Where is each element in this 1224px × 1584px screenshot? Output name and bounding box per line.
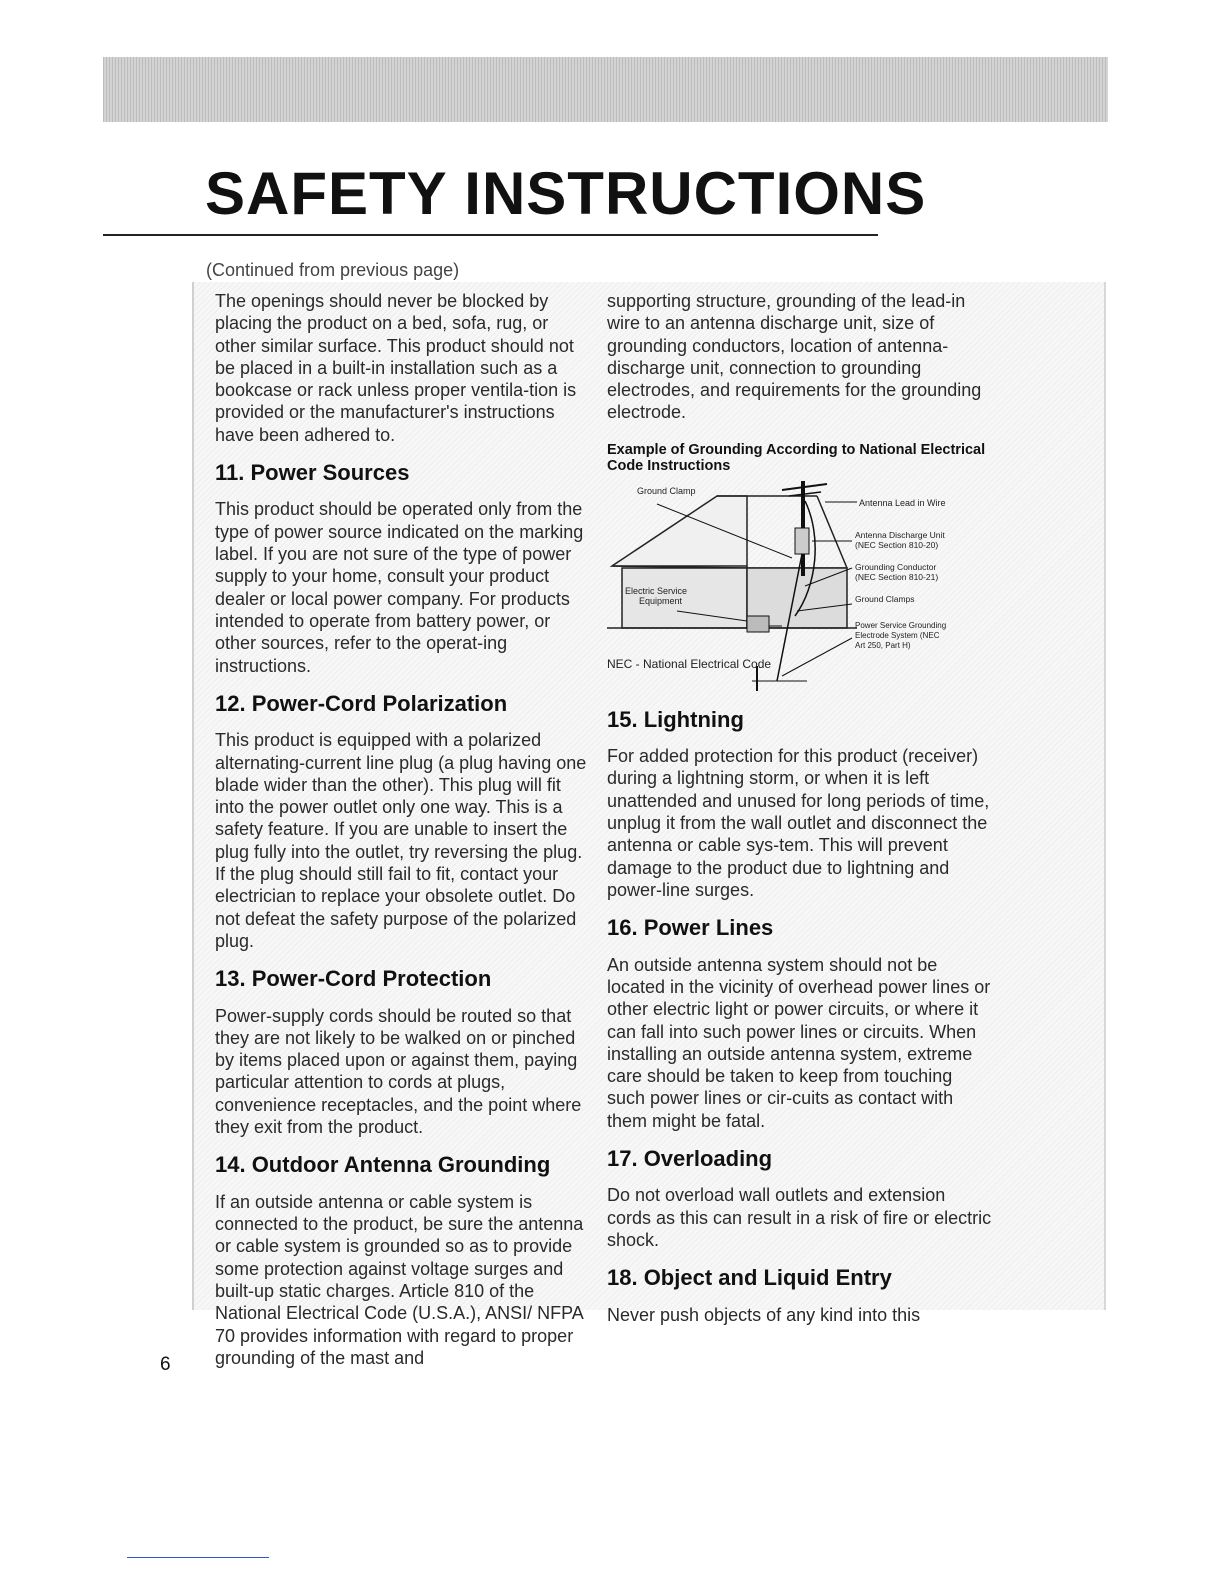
section-16-text: An outside antenna system should not be located in the vicinity of overhead power lines or other electric light or power circuits, or where it can fall into such power lines or circuits. When installing an outside antenna system, extreme care should be taken to keep from touching such power lines or cir-cuits as contact with them might be fatal.: [607, 954, 991, 1131]
section-17-text: Do not overload wall outlets and extension cords as this can result in a risk of fire or electric shock.: [607, 1185, 992, 1250]
continuation-paragraph: supporting structure, grounding of the lead-in wire to an antenna discharge unit, size of grounding conductors, location of antenna-discharge unit, connection to grounding electrodes, and requirements for the grounding electrode.: [607, 291, 982, 423]
section-15-text: For added protection for this product (receiver) during a lightning storm, or when it is left unattended and unused for long periods of time, unplug it from the wall outlet and disconnect the antenna or cable sys-tem. This will prevent damage to the product due to lightning and power-line surges.: [607, 746, 990, 900]
right-column: [607, 290, 992, 1326]
label-nec-note: NEC - National Electrical Code: [607, 656, 772, 671]
label-ground-clamp: Ground Clamp: [637, 485, 696, 496]
label-electric-service: Electric Service: [625, 585, 688, 596]
section-11-heading: 11. Power Sources: [215, 460, 410, 486]
section-14-text: If an outside antenna or cable system is connected to the product, be sure the antenna or cable system is grounded so as to provide some protection against voltage surges and built-up static charges. Article 810 of the National Electrical Code (U.S.A.), ANSI/ NFPA 70 provides information with regard to proper grounding of the mast and: [215, 1191, 584, 1368]
page-number: 6: [160, 1354, 171, 1375]
section-16-heading: 16. Power Lines: [607, 915, 774, 941]
continued-note: (Continued from previous page): [206, 260, 460, 280]
discharge-unit-shape: [795, 528, 809, 554]
header-band: [103, 57, 1108, 122]
section-13-text: Power-supply cords should be routed so that they are not likely to be walked on or pinched by items placed upon or against them, paying particular attention to cords at plugs, convenience receptacles, and the point where they exit from the product.: [215, 1005, 582, 1138]
title-rule: [103, 234, 878, 236]
left-column: [215, 290, 590, 1369]
label-ground-clamps: Ground Clamps: [855, 593, 915, 604]
label-power-service-2: Electrode System (NEC: [855, 630, 940, 640]
section-12-text: This product is equipped with a polarized alternating-current line plug (a plug having one blade wider than the other). This plug will fit into the power outlet only one way. This is a safety feature. If you are unable to insert the plug fully into the outlet, try reversing the plug. If the plug should still fail to fit, contact your electrician to replace your obsolete outlet. Do not defeat the safety purpose of the polarized plug.: [215, 730, 587, 951]
diagram-caption: Example of Grounding According to National Electrical Code Instructions: [607, 441, 986, 474]
section-15-heading: 15. Lightning: [607, 706, 744, 732]
page-title: SAFETY INSTRUCTIONS: [205, 160, 927, 227]
label-power-service-3: Art 250, Part H): [855, 640, 911, 650]
label-antenna-lead: Antenna Lead in Wire: [859, 497, 946, 508]
label-grounding-conductor-ref: (NEC Section 810-21): [855, 571, 939, 582]
label-equipment: Equipment: [639, 595, 683, 606]
intro-paragraph: The openings should never be blocked by placing the product on a bed, sofa, rug, or other similar surface. This product should not be placed in a built-in installation such as a bookcase or rack unless proper ventila-tion is provided or the manufacturer's instructions have been adhered to.: [215, 291, 577, 445]
label-discharge-unit-ref: (NEC Section 810-20): [855, 539, 939, 550]
section-11-text: This product should be operated only from the type of power source indicated on the marking label. If you are not sure of the type of power supply to your home, consult your product dealer or local power company. For products intended to operate from battery power, or other sources, refer to the operat-ing instructions.: [215, 499, 584, 676]
section-18-text: Never push objects of any kind into this: [607, 1304, 921, 1325]
label-power-service-1: Power Service Grounding: [855, 620, 947, 630]
section-12-heading: 12. Power-Cord Polarization: [215, 690, 508, 716]
section-18-heading: 18. Object and Liquid Entry: [607, 1265, 892, 1291]
section-13-heading: 13. Power-Cord Protection: [215, 966, 492, 992]
label-discharge-unit: Antenna Discharge Unit: [855, 529, 945, 540]
footer-line: [127, 1557, 269, 1558]
grounding-diagram: [607, 476, 992, 701]
section-14-heading: 14. Outdoor Antenna Grounding: [215, 1152, 551, 1178]
section-17-heading: 17. Overloading: [607, 1146, 773, 1172]
label-grounding-conductor: Grounding Conductor: [855, 561, 937, 572]
